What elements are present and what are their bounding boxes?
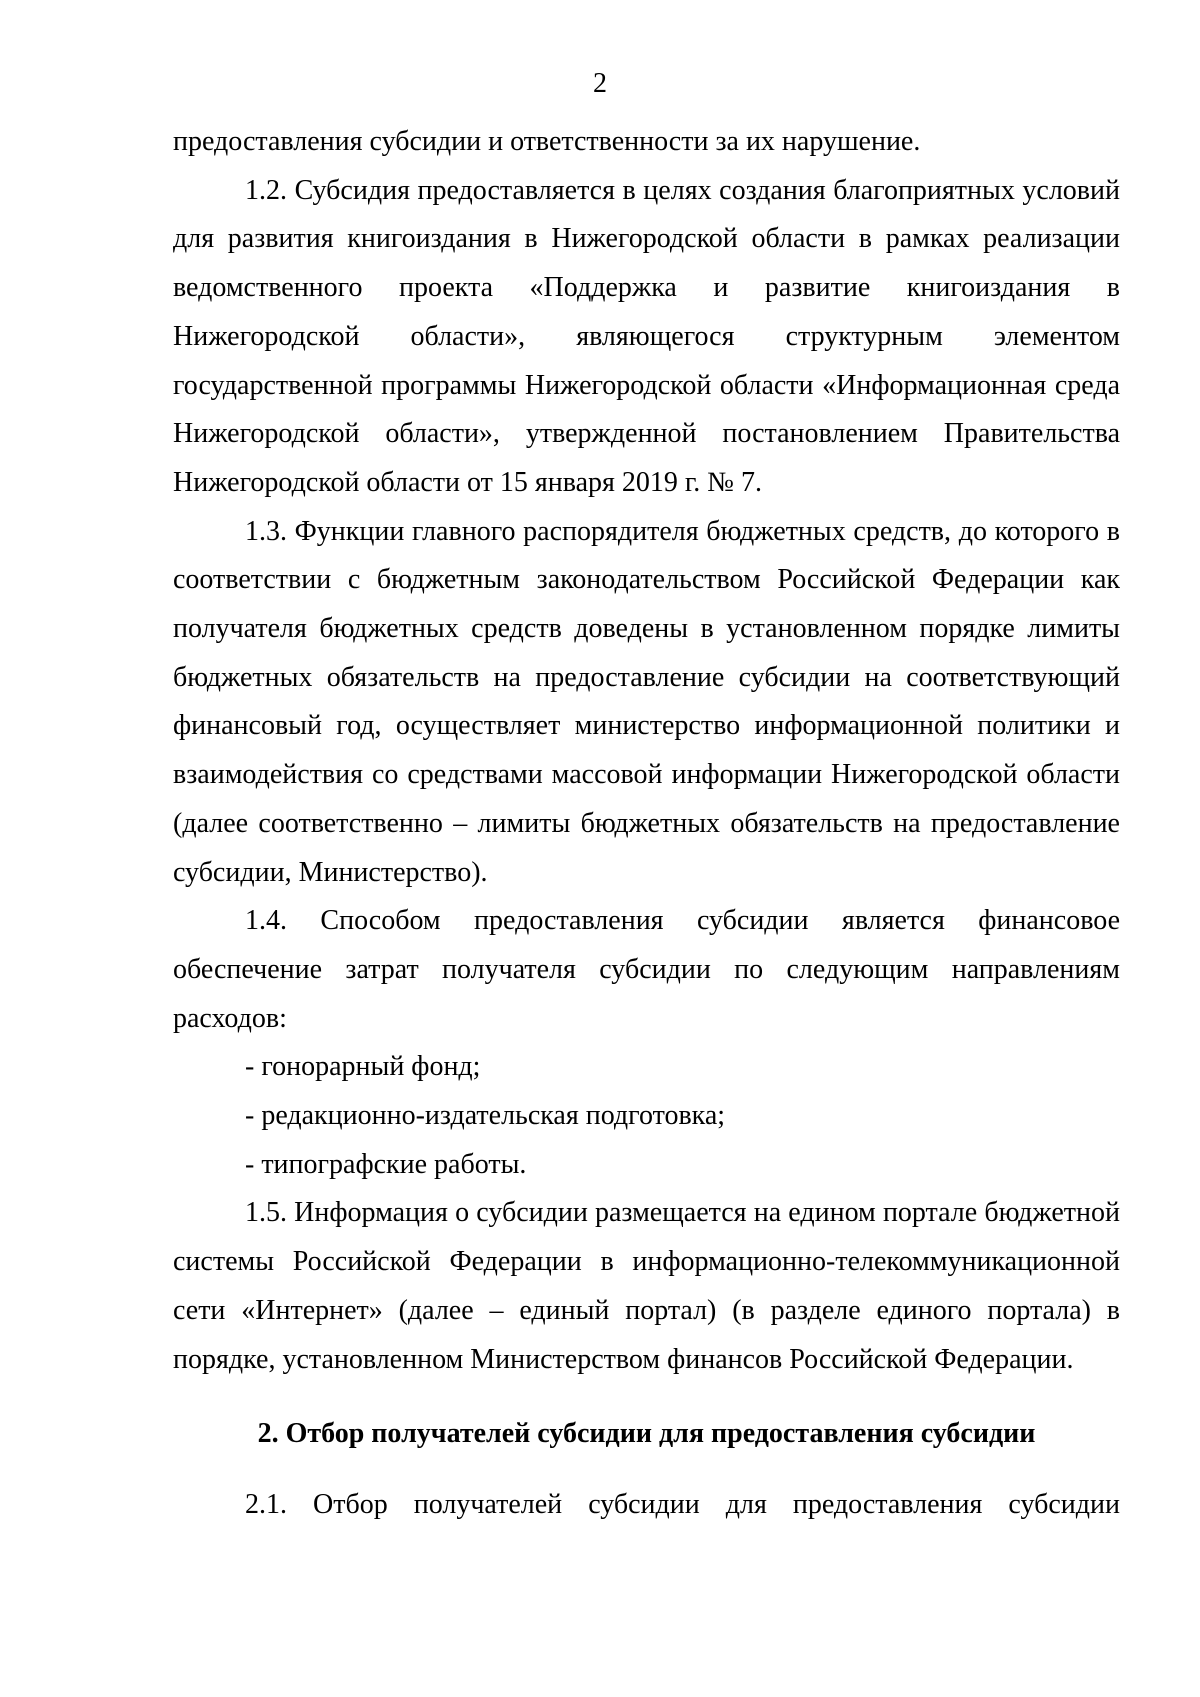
paragraph-2-1: 2.1. Отбор получателей субсидии для предоставления субсидии <box>245 1489 1120 1521</box>
section-heading-2: 2. Отбор получателей субсидии для предоставления субсидии <box>257 1418 1036 1450</box>
list-item-printing: - типографские работы. <box>245 1148 527 1180</box>
list-item-fee-fund: - гонорарный фонд; <box>245 1051 481 1083</box>
list-item-editorial-prep: - редакционно-издательская подготовка; <box>245 1100 726 1132</box>
paragraph-1-3: 1.3. Функции главного распорядителя бюджетных средств, до которого в соответствии с бюджетным законодательством Российской Федерации как получателя бюджетных средств доведены в установленном порядке лимиты бюджетных обязательств на предоставление субсидии на соответствующий финансовый год, осуществляет министерство информационной политики и взаимодействия со средствами массовой информации Нижегородской области (далее соответственно – лимиты бюджетных обязательств на предоставление субсидии, Министерство). <box>173 515 1120 888</box>
paragraph-continuation: предоставления субсидии и ответственности за их нарушение. <box>173 126 921 157</box>
paragraph-1-5: 1.5. Информация о субсидии размещается на едином портале бюджетной системы Российской Федерации в информационно-телекоммуникационной сети «Интернет» (далее – единый портал) (в разделе единого портала) в порядке, установленном Министерством финансов Российской Федерации. <box>173 1197 1120 1375</box>
paragraph-1-4: 1.4. Способом предоставления субсидии является финансовое обеспечение затрат получателя субсидии по следующим направлениям расходов: <box>173 905 1120 1034</box>
paragraph-1-2: 1.2. Субсидия предоставляется в целях создания благоприятных условий для развития книгоиздания в Нижегородской области в рамках реализации ведомственного проекта «Поддержка и развитие книгоиздания в Нижегородской области», являющегося структурным элементом государственной программы Нижегородской области «Информационная среда Нижегородской области», утвержденной постановлением Правительства Нижегородской области от 15 января 2019 г. № 7. <box>173 174 1120 498</box>
document-body <box>173 118 1120 1530</box>
page-number: 2 <box>593 68 607 99</box>
